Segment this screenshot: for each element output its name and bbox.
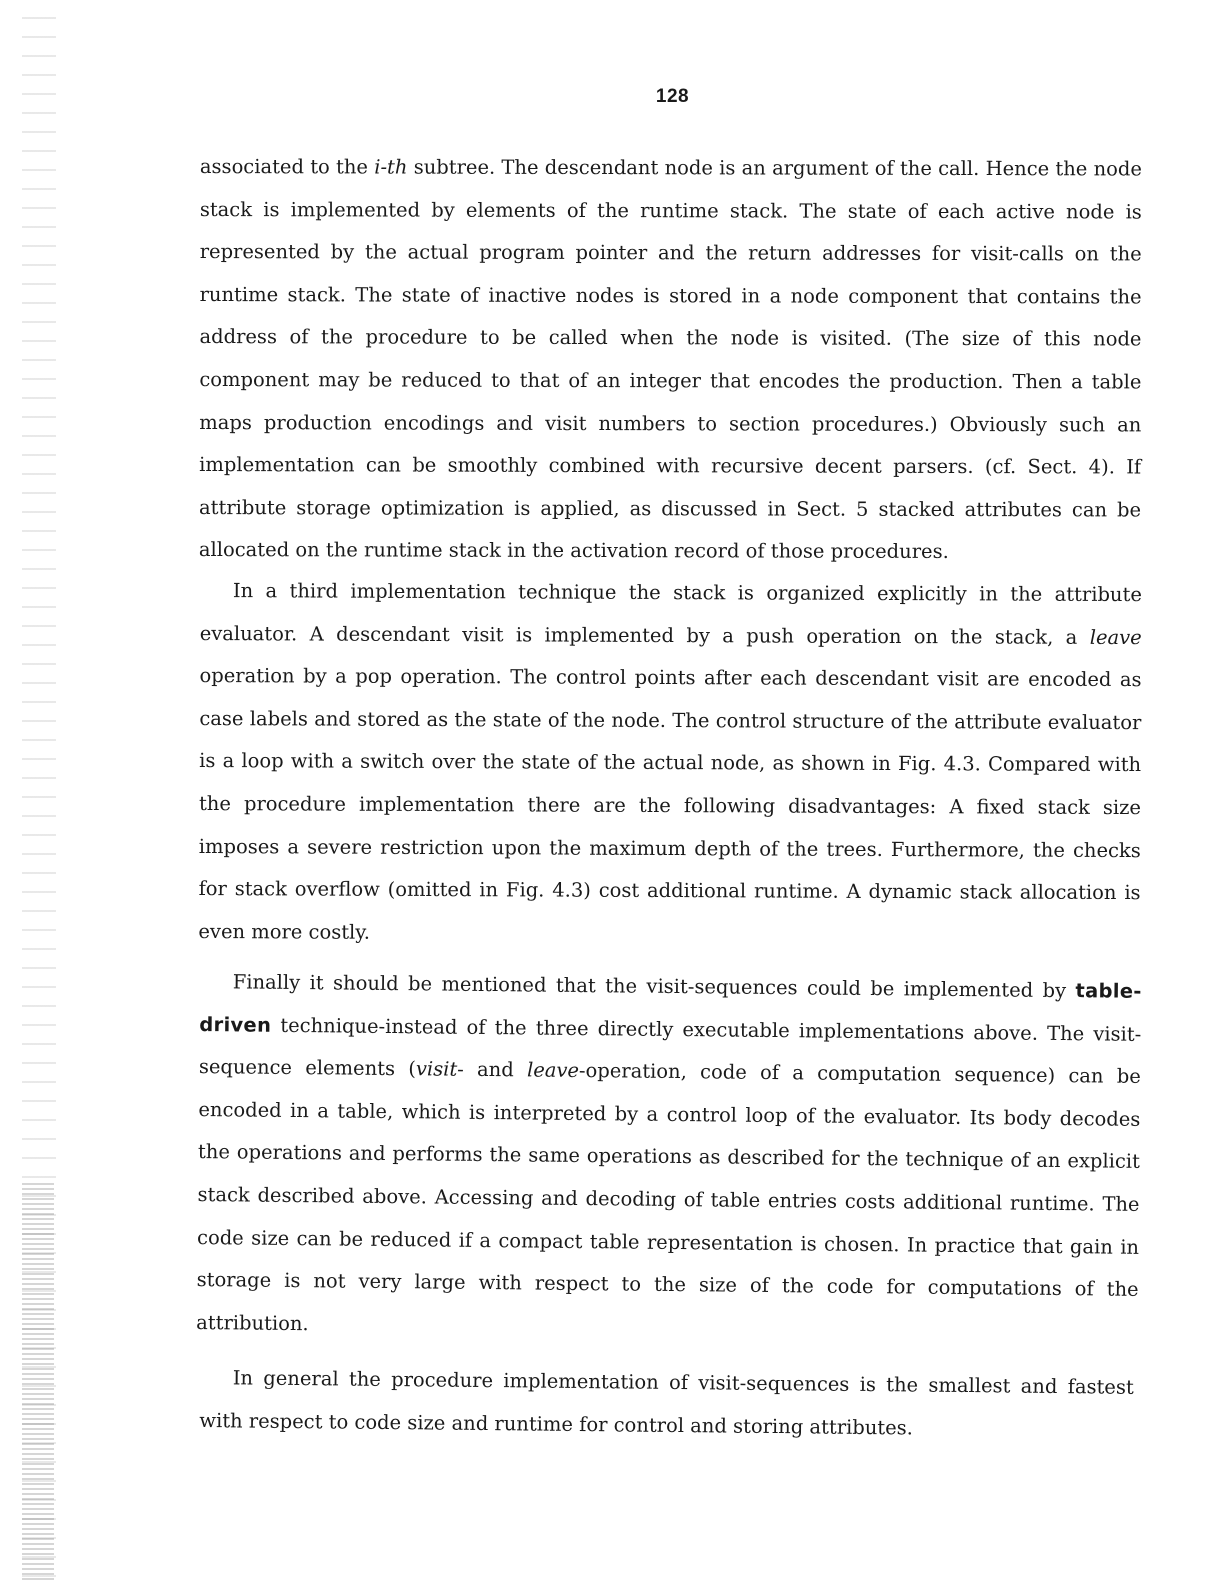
paragraph <box>199 1357 1134 1452</box>
text-run: associated to the <box>199 154 375 179</box>
emphasis-italic: i-th <box>374 155 408 179</box>
text-run: -operation, code of a computation sequence) can be encoded in a table, which is interpreted by a control loop of the evaluator. Its body decodes the operations and performs the same operations as described for the technique of an explicit stack described above. Accessing and decoding of table entries costs additional runtime. The code size can be reduced if a compact table representation is chosen. In practice that gain in storage is not very large with respect to the size of the code for computations of the attribution. <box>196 1059 1141 1336</box>
paragraph <box>198 570 1142 957</box>
text-run: and <box>463 1058 528 1082</box>
emphasis-italic: visit- <box>415 1057 464 1082</box>
emphasis-italic: leave <box>1089 625 1142 649</box>
text-run: In general the procedure implementation of visit-sequences is the smallest and fastest with respect to code size and runtime for control and storing attributes. <box>199 1365 1134 1439</box>
emphasis-bold: table-driven <box>199 979 1142 1037</box>
text-run: Finally it should be mentioned that the visit-sequences could be implemented by <box>232 970 1076 1003</box>
text-run: operation by a pop operation. The control points after each descendant visit are encoded as case labels and stored as the state of the node. The control structure of the attribute evaluator is a loop with a switch over the state of the actual node, as shown in Fig. 4.3. Compared with the procedure implementation there are the following disadvantages: A fixed stack size imposes a severe restriction upon the maximum depth of the trees. Furthermore, the checks for stack overflow (omitted in Fig. 4.3) cost additional runtime. A dynamic stack allocation is even more costly. <box>198 664 1142 944</box>
text-run: subtree. The descendant node is an argument of the call. Hence the node stack is implemented by elements of the runtime stack. The state of each active node is represented by the actual program pointer and the return addresses for visit-calls on the runtime stack. The state of inactive nodes is stored in a node component that contains the address of the procedure to be called when the node is visited. (The size of this node component may be reduced to that of an integer that encodes the production. Then a table maps production encodings and visit numbers to section procedures.) Obviously such an implementation can be smoothly combined with recursive decent parsers. (cf. Sect. 4). If attribute storage optimization is applied, as discussed in Sect. 5 stacked attributes can be allocated on the runtime stack in the activation record of those procedures. <box>198 155 1142 564</box>
emphasis-italic: leave <box>526 1058 580 1083</box>
text-run: In a third implementation technique the stack is organized explicitly in the attribute evaluator. A descendant visit is implemented by a push operation on the stack, a <box>199 579 1142 649</box>
scan-margin-noise-lower <box>22 1180 54 1580</box>
paragraph <box>196 961 1142 1354</box>
body-text <box>196 146 1142 1442</box>
text-run: technique-instead of the three directly executable implementations above. The visit-sequence elements ( <box>198 1013 1142 1081</box>
page-number: 128 <box>655 86 690 107</box>
paragraph <box>199 146 1142 574</box>
